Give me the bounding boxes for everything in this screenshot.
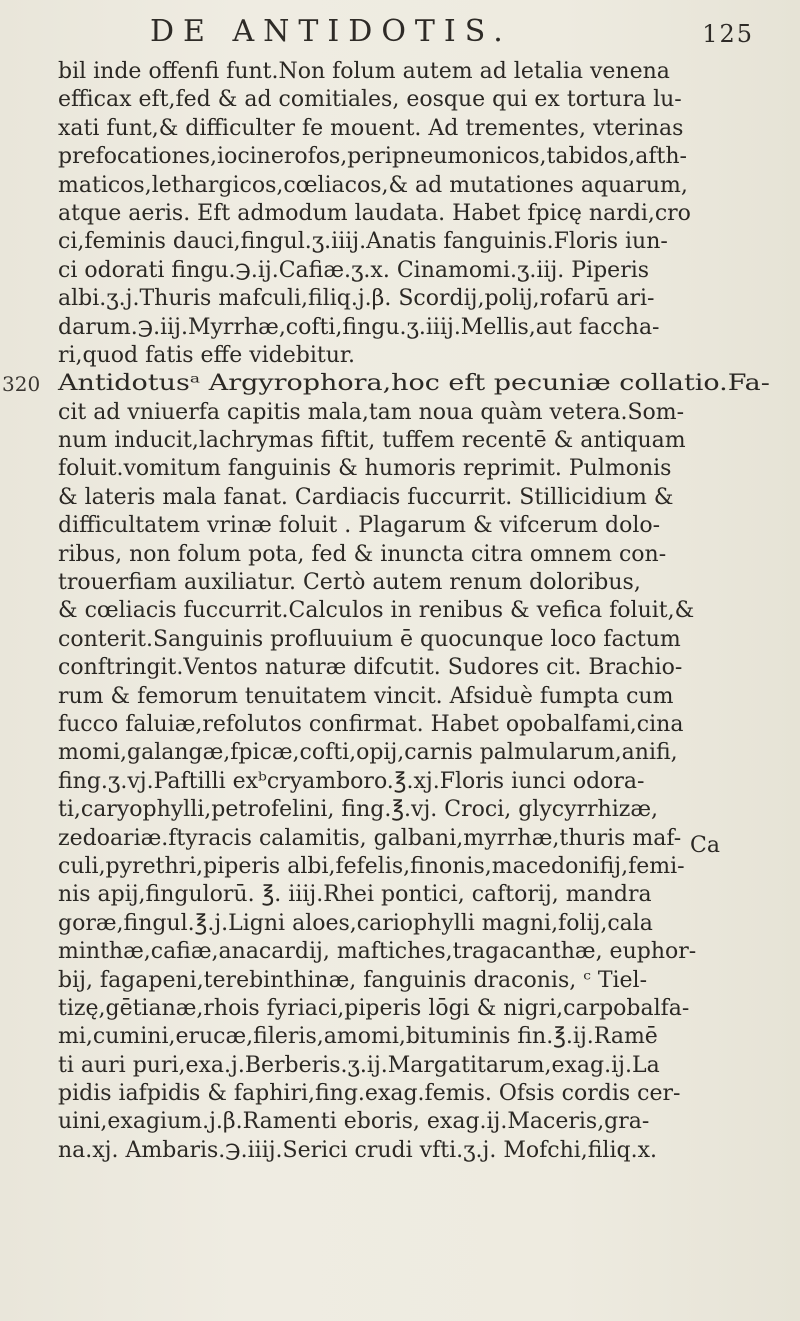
text-line: difficultatem vrinæ foluit . Plagarum & vifcerum dolo- <box>58 513 661 539</box>
text-line: ci odorati fingu.℈.ij.Cafiæ.ʒ.x. Cinamomi.ʒ.iij. Piperis <box>58 257 650 283</box>
text-line: prefocationes,iocinerofos,peripneumonicos,tabidos,afth- <box>58 144 687 170</box>
text-line: albi.ʒ.j.Thuris mafculi,filiq.j.β. Scordij,polij,rofarū ari- <box>58 286 655 312</box>
text-line: maticos,lethargicos,cœliacos,& ad mutationes aquarum, <box>58 172 688 198</box>
text-line: rum & femorum tenuitatem vincit. Afsiduè fumpta cum <box>58 683 674 709</box>
text-line: ti,caryophylli,petrofelini, fing.℥.vj. Croci, glycyrrhizæ, <box>58 797 659 823</box>
text-line: Antidotusᵃ Argyrophora,hoc eft pecuniæ collatio.Fa- <box>58 371 770 397</box>
text-line: & lateris mala fanat. Cardiacis fuccurrit. Stillicidium & <box>58 484 674 510</box>
body-text <box>2 58 770 1165</box>
text-line: bil inde offenfi funt.Non folum autem ad letalia venena <box>58 59 670 84</box>
page-header <box>150 14 770 58</box>
text-line: zedoariæ.ftyracis calamitis, galbani,myrrhæ,thuris maf- <box>58 825 682 851</box>
page-number: 125 <box>702 20 754 48</box>
text-line: atque aeris. Eft admodum laudata. Habet fpicę nardi,cro <box>58 200 691 226</box>
text-line: momi,galangæ,fpicæ,cofti,opij,carnis palmularum,anifi, <box>58 740 678 766</box>
text-line: nis apij,fingulorū. ℥. iiij.Rhei pontici, caftorij, mandra <box>58 882 652 908</box>
text-line: ci,feminis dauci,fingul.ʒ.iiij.Anatis fanguinis.Floris iun- <box>58 229 668 255</box>
text-line: efficax eft,fed & ad comitiales, eosque qui ex tortura lu- <box>58 87 682 113</box>
text-line: ribus, non folum pota, fed & inuncta citra omnem con- <box>58 541 667 567</box>
catchword: Ca <box>690 833 720 858</box>
running-head: DE ANTIDOTIS. <box>150 14 512 49</box>
paragraph-start-line <box>2 370 770 398</box>
text-line: & cœliacis fuccurrit.Calculos in renibus & vefica foluit,& <box>58 598 695 624</box>
text-line: conterit.Sanguinis profluuium ē quocunque loco factum <box>58 626 681 652</box>
text-line: ri,quod fatis effe videbitur. <box>58 342 355 368</box>
text-line: na.xj. Ambaris.℈.iiij.Serici crudi vfti.ʒ.j. Mofchi,filiq.x. <box>58 1137 657 1163</box>
text-line: trouerfiam auxiliatur. Certò autem renum doloribus, <box>58 570 641 596</box>
text-line: culi,pyrethri,piperis albi,fefelis,finonis,macedonifij,femi- <box>58 853 685 879</box>
text-line: mi,cumini,erucæ,fileris,amomi,bituminis fin.℥.ij.Ramē <box>58 1024 658 1050</box>
text-line: tizę,gētianæ,rhois fyriaci,piperis lōgi & nigri,carpobalfa- <box>58 995 690 1021</box>
text-line: cit ad vniuerfa capitis mala,tam noua quàm vetera.Som- <box>58 399 685 425</box>
text-line: pidis iafpidis & faphiri,fing.exag.femis. Ofsis cordis cer- <box>58 1081 681 1107</box>
text-line: fucco faluiæ,refolutos confirmat. Habet opobalfami,cina <box>58 711 684 737</box>
text-line: bij, fagapeni,terebinthinæ, fanguinis draconis, ᶜ Tiel- <box>58 967 648 993</box>
text-line: fing.ʒ.vj.Paftilli exᵇcryamboro.℥.xj.Floris iunci odora- <box>58 768 645 794</box>
text-line: foluit.vomitum fanguinis & humoris reprimit. Pulmonis <box>58 456 672 482</box>
text-line: num inducit,lachrymas fiftit, tuffem recentē & antiquam <box>58 428 686 454</box>
margin-number: 320 <box>2 372 41 397</box>
text-line: conftringit.Ventos naturæ difcutit. Sudores cit. Brachio- <box>58 655 683 681</box>
text-line: xati funt,& difficulter fe mouent. Ad trementes, vterinas <box>58 115 684 141</box>
text-line: minthæ,cafiæ,anacardij, maftiches,tragacanthæ, euphor- <box>58 939 697 965</box>
text-line: uini,exagium.j.β.Ramenti eboris, exag.ij.Maceris,gra- <box>58 1109 650 1135</box>
text-line: darum.℈.iij.Myrrhæ,cofti,fingu.ʒ.iiij.Mellis,aut faccha- <box>58 314 660 340</box>
text-line: ti auri puri,exa.j.Berberis.ʒ.ij.Margatitarum,exag.ij.La <box>58 1052 660 1078</box>
text-line: goræ,fingul.℥.j.Ligni aloes,cariophylli magni,folij,cala <box>58 910 653 936</box>
